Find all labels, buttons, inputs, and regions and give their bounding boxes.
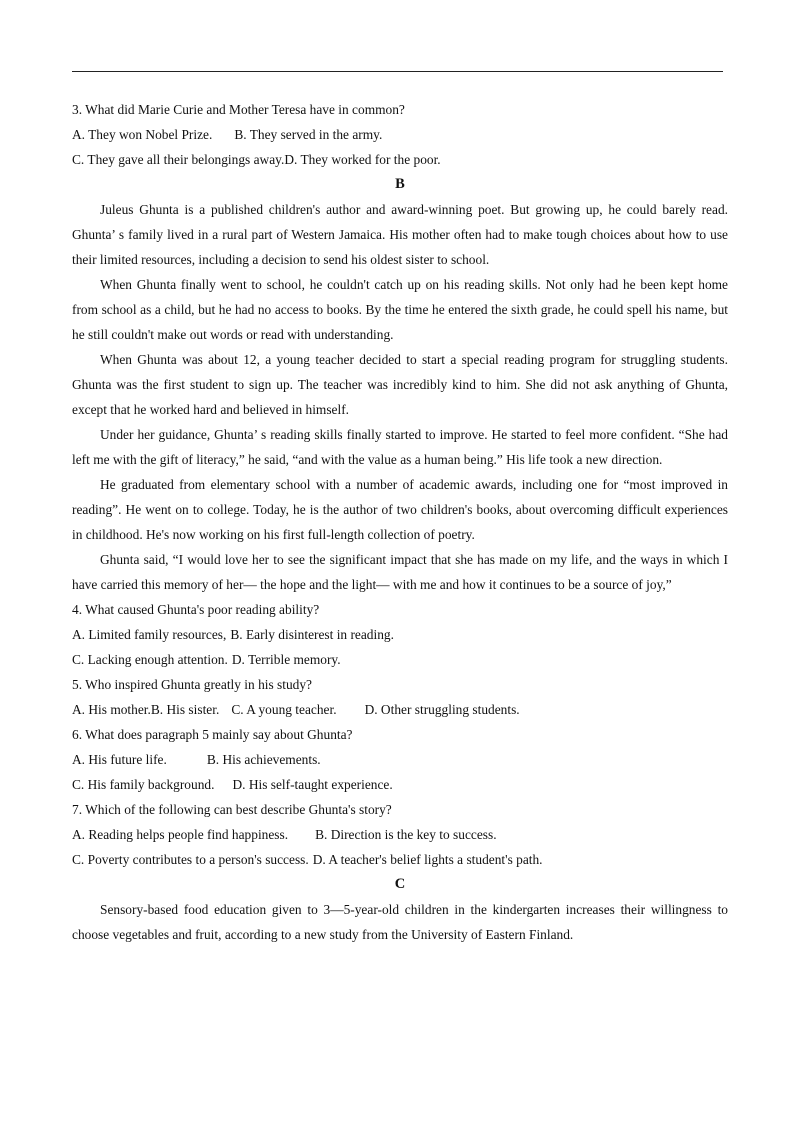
passage-b-paragraph: When Ghunta was about 12, a young teacher decided to start a special reading program for struggling students. Ghunta was the first student to sign up. The teacher was incredibly kind to him. She did not ask anything of Ghunta, except that he worked hard and believed in himself. <box>72 352 728 417</box>
question-7-option-a: A. Reading helps people find happiness. <box>72 827 289 842</box>
question-5-option-a: A. His mother. <box>72 702 151 717</box>
question-5-option-b: B. His sister. <box>150 702 220 717</box>
question-7-options-row-2 <box>72 847 728 872</box>
question-5-option-d: D. Other struggling students. <box>364 702 520 717</box>
question-7-option-b: B. Direction is the key to success. <box>315 827 497 842</box>
question-4-option-c: C. Lacking enough attention. <box>72 652 228 667</box>
question-4-options-row-1 <box>72 622 728 647</box>
question-6-options-row-1 <box>72 747 728 772</box>
question-3-option-c: C. They gave all their belongings away. <box>72 152 285 167</box>
header-rule <box>72 71 723 72</box>
question-6: 6. What does paragraph 5 mainly say about Ghunta? <box>72 727 353 742</box>
question-6-option-c: C. His family background. <box>72 777 215 792</box>
question-6-option-a: A. His future life. <box>72 752 167 767</box>
document-body <box>72 97 728 947</box>
question-4: 4. What caused Ghunta's poor reading ability? <box>72 602 320 617</box>
question-4-option-d: D. Terrible memory. <box>231 652 341 667</box>
question-7: 7. Which of the following can best describe Ghunta's story? <box>72 802 392 817</box>
passage-b <box>72 197 728 597</box>
question-6-option-b: B. His achievements. <box>206 752 321 767</box>
question-4-option-a: A. Limited family resources, <box>72 627 227 642</box>
question-3: 3. What did Marie Curie and Mother Teresa have in common? <box>72 102 405 117</box>
question-7-option-c: C. Poverty contributes to a person's success. <box>72 852 309 867</box>
question-5-options-row <box>72 697 728 722</box>
passage-b-paragraph: Ghunta said, “I would love her to see the significant impact that she has made on my life, and the ways in which I have carried this memory of her— the hope and the light— with me and how it continues to be a source of joy,” <box>72 552 728 592</box>
question-5-option-c: C. A young teacher. <box>231 702 337 717</box>
section-heading-b: B <box>395 176 405 192</box>
passage-b-paragraph: Juleus Ghunta is a published children's author and award-winning poet. But growing up, he could barely read. Ghunta’ s family lived in a rural part of Western Jamaica. His mother often had to make tough choices about how to use their limited resources, including a decision to send his oldest sister to school. <box>72 202 728 267</box>
question-6-options-row-2 <box>72 772 728 797</box>
passage-b-paragraph: Under her guidance, Ghunta’ s reading skills finally started to improve. He started to feel more confident. “She had left me with the gift of literacy,” he said, “and with the value as a human being.” His life took a new direction. <box>72 427 728 467</box>
question-6-option-d: D. His self-taught experience. <box>232 777 393 792</box>
question-7-option-d: D. A teacher's belief lights a student's path. <box>312 852 543 867</box>
passage-c <box>72 897 728 947</box>
passage-b-paragraph: He graduated from elementary school with a number of academic awards, including one for “most improved in reading”. He went on to college. Today, he is the author of two children's books, about overcoming difficult experiences in childhood. He's now working on his first full-length collection of poetry. <box>72 477 728 542</box>
question-3-option-a: A. They won Nobel Prize. <box>72 127 213 142</box>
question-3-options-row-1 <box>72 122 728 147</box>
section-heading-c: C <box>394 876 406 892</box>
question-3-option-b: B. They served in the army. <box>234 127 383 142</box>
question-7-options-row-1 <box>72 822 728 847</box>
question-3-options-row-2 <box>72 147 728 172</box>
question-4-option-b: B. Early disinterest in reading. <box>230 627 394 642</box>
question-5: 5. Who inspired Ghunta greatly in his study? <box>72 677 313 692</box>
question-4-options-row-2 <box>72 647 728 672</box>
passage-b-paragraph: When Ghunta finally went to school, he couldn't catch up on his reading skills. Not only had he been kept home from school as a child, but he had no access to books. By the time he entered the sixth grade, he could spell his name, but he still couldn't make out words or read with understanding. <box>72 277 728 342</box>
passage-c-paragraph: Sensory-based food education given to 3—5-year-old children in the kindergarten increases their willingness to choose vegetables and fruit, according to a new study from the University of Eastern Finland. <box>72 902 728 942</box>
question-3-option-d: D. They worked for the poor. <box>284 152 441 167</box>
